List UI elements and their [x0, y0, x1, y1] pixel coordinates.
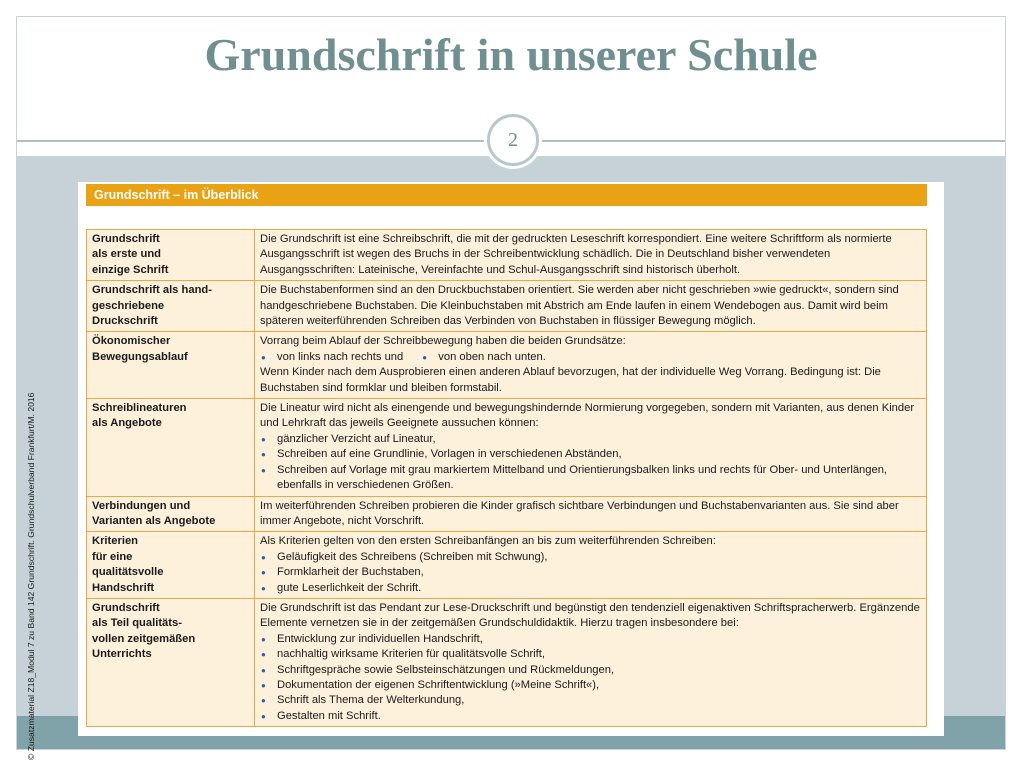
row-text: Die Grundschrift ist das Pendant zur Lese-Druckschrift und begünstigt den tendenziell eigenaktiven Schriftspracherwerb. Ergänzende Elemente vernetzen sie in der zeitgemäßen Grundschuldidaktik. Hierzu tragen insbesondere bei: — [260, 601, 920, 630]
bullet-item: ● Entwicklung zur individuellen Handschrift, — [260, 632, 921, 647]
bullet-list — [260, 632, 921, 724]
overview-table — [86, 229, 927, 727]
table-row — [87, 399, 927, 496]
row-text: Im weiterführenden Schreiben probieren die Kinder grafisch sichtbare Verbindungen und Buchstabenvarianten aus. Sie sind aber immer Angebote, nicht Vorschrift. — [260, 499, 899, 527]
row-content — [255, 230, 927, 281]
bullet-item: ● von links nach rechts und — [260, 350, 403, 365]
copyright-note: © Zusatzmaterial Z18_Modul 7 zu Band 142 Grundschrift. Grundschulverband Frankfurt/M. 2016 — [26, 392, 36, 760]
row-content — [255, 532, 927, 599]
bullet-item: ● Schreiben auf Vorlage mit grau markiertem Mittelband und Orientierungsbalken links und rechts für Ober- und Unterlängen, ebenfalls in verschiedenen Größen. — [260, 463, 921, 494]
bullet-list — [260, 550, 921, 596]
bullet-item: ● gute Leserlichkeit der Schrift. — [260, 581, 921, 596]
row-text: Die Lineatur wird nicht als einengende und bewegungshindernde Normierung vorgegeben, sondern mit Varianten, aus denen Kinder und Lehrkraft das jeweils Geeignete aussuchen können: — [260, 402, 915, 430]
row-content — [255, 496, 927, 532]
bullet-item: ● von oben nach unten. — [421, 350, 546, 365]
bullet-item: ● Geläufigkeit des Schreibens (Schreiben mit Schwung), — [260, 550, 921, 565]
slide-number-badge: 2 — [487, 114, 539, 166]
bullet-item: ● Schreiben auf eine Grundlinie, Vorlagen in verschiedenen Abständen, — [260, 447, 921, 462]
table-row — [87, 230, 927, 281]
row-text: Als Kriterien gelten von den ersten Schreibanfängen an bis zum weiterführenden Schreiben: — [260, 535, 716, 548]
bullet-item: ● Schrift als Thema der Welterkundung, — [260, 693, 921, 708]
bullet-item: ● Gestalten mit Schrift. — [260, 709, 921, 724]
table-row — [87, 332, 927, 399]
bullet-list — [260, 432, 921, 494]
bullet-item: ● Dokumentation der eigenen Schriftentwicklung (»Meine Schrift«), — [260, 678, 921, 693]
row-text: Die Buchstabenformen sind an den Druckbuchstaben orientiert. Sie werden aber nicht geschrieben »wie gedruckt«, sondern sind handgeschriebene Buchstaben. Die Kleinbuchstaben mit Abstrich am Ende laufen in einem Wendebogen aus. Damit wird beim späteren weiterführenden Schreiben das Verbinden von Buchstaben in flüssiger Bewegung möglich. — [260, 284, 899, 328]
row-label: Grundschrift als hand- geschriebene Druckschrift — [87, 281, 255, 332]
slide-title: Grundschrift in unserer Schule — [204, 29, 818, 80]
overview-document — [78, 182, 944, 736]
table-row — [87, 532, 927, 599]
row-content — [255, 598, 927, 726]
bullet-item: ● nachhaltig wirksame Kriterien für qualitätsvolle Schrift, — [260, 647, 921, 662]
row-label: Verbindungen und Varianten als Angebote — [87, 496, 255, 532]
row-text: Die Grundschrift ist eine Schreibschrift, die mit der gedruckten Leseschrift korrespondiert. Eine weitere Schriftform als normierte Ausgangsschrift ist wegen des Bruchs in der Schreibentwicklung schädlich. Die in Deutschland bisher verwendeten Ausgangsschriften: Lateinische, Vereinfachte und Schul-Ausgangsschrift sind historisch überholt. — [260, 233, 892, 276]
row-label: Kriterien für eine qualitätsvolle Handschrift — [87, 532, 255, 599]
row-content — [255, 332, 927, 399]
row-label: Grundschrift als erste und einzige Schrift — [87, 230, 255, 281]
row-content — [255, 281, 927, 332]
row-text: Vorrang beim Ablauf der Schreibbewegung haben die beiden Grundsätze: — [260, 335, 626, 348]
table-row — [87, 598, 927, 726]
bullet-item: ● Formklarheit der Buchstaben, — [260, 565, 921, 580]
row-label: Grundschrift als Teil qualitäts- vollen zeitgemäßen Unterrichts — [87, 598, 255, 726]
table-row — [87, 496, 927, 532]
bullet-item: ● Schriftgespräche sowie Selbsteinschätzungen und Rückmeldungen, — [260, 663, 921, 678]
document-header: Grundschrift – im Überblick — [86, 184, 927, 206]
row-label: Schreiblineaturen als Angebote — [87, 399, 255, 496]
row-label: Ökonomischer Bewegungsablauf — [87, 332, 255, 399]
row-content — [255, 399, 927, 496]
row-text-after: Wenn Kinder nach dem Ausprobieren einen anderen Ablauf bevorzugen, hat der individuelle Weg Vorrang. Bedingung ist: Die Buchstaben sind formklar und bleiben formstabil. — [260, 366, 881, 394]
table-row — [87, 281, 927, 332]
bullet-item: ● gänzlicher Verzicht auf Lineatur, — [260, 432, 921, 447]
inline-bullet-list — [260, 350, 921, 365]
